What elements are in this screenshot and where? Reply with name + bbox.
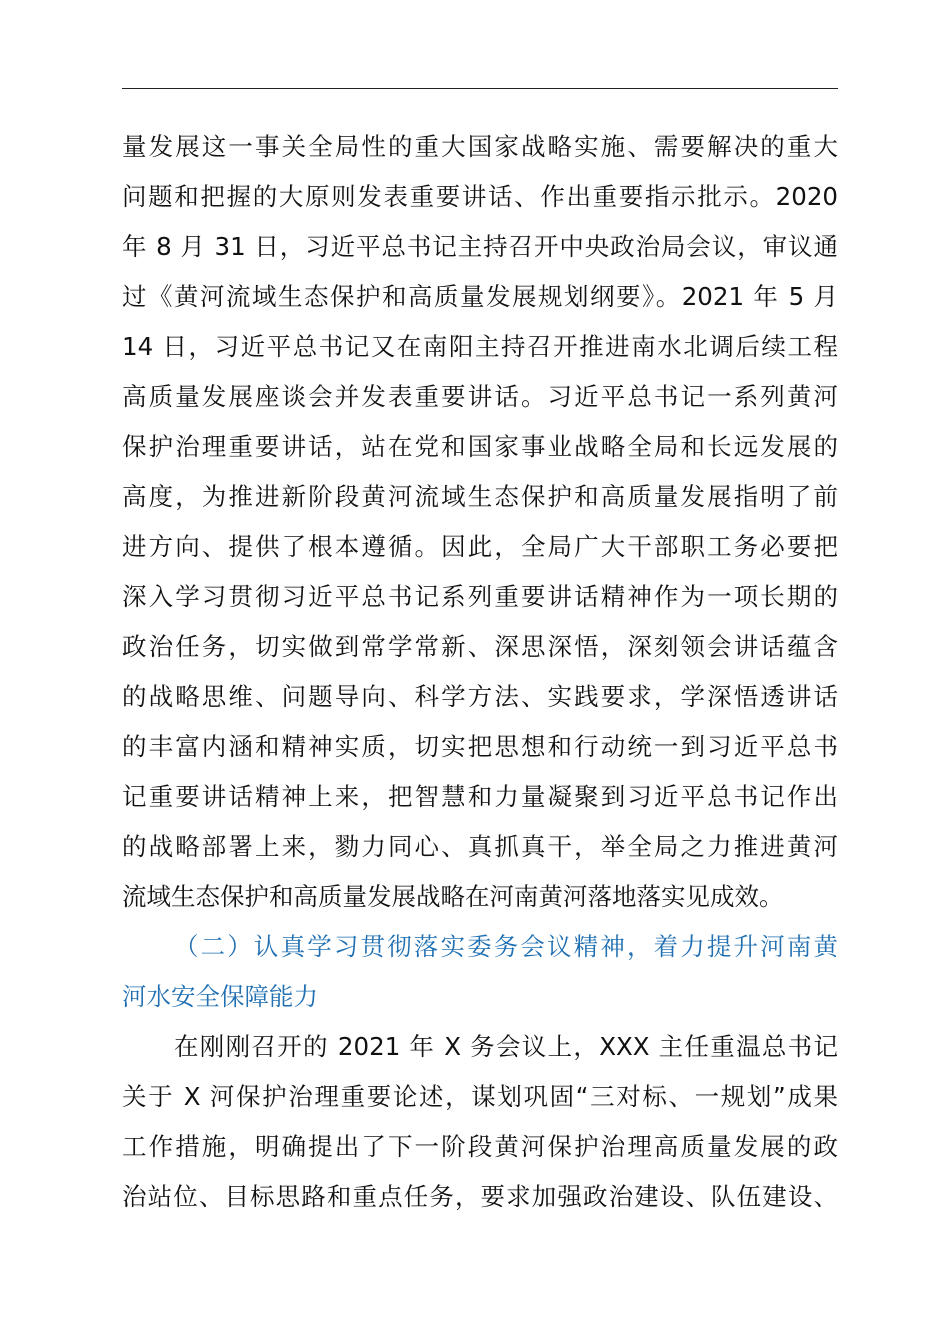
paragraph-line: 政治任务，切实做到常学常新、深思深悟，深刻领会讲话蕴含 — [122, 632, 838, 661]
paragraph-line: 年 8 月 31 日，习近平总书记主持召开中央政治局会议，审议通 — [122, 232, 838, 261]
paragraph-line: 过《黄河流域生态保护和高质量发展规划纲要》。2021 年 5 月 — [122, 282, 838, 311]
paragraph-line: 进方向、提供了根本遵循。因此，全局广大干部职工务必要把 — [122, 532, 838, 561]
paragraph-line: 在刚刚召开的 2021 年 X 务会议上，XXX 主任重温总书记 — [174, 1032, 838, 1061]
paragraph-line: 关于 X 河保护治理重要论述，谋划巩固“三对标、一规划”成果 — [122, 1082, 838, 1111]
paragraph-line: 记重要讲话精神上来，把智慧和力量凝聚到习近平总书记作出 — [122, 782, 838, 811]
paragraph-line: 的战略思维、问题导向、科学方法、实践要求，学深悟透讲话 — [122, 682, 838, 711]
paragraph-line: 深入学习贯彻习近平总书记系列重要讲话精神作为一项长期的 — [122, 582, 838, 611]
paragraph-line: 保护治理重要讲话，站在党和国家事业战略全局和长远发展的 — [122, 432, 838, 461]
paragraph-line: 高度，为推进新阶段黄河流域生态保护和高质量发展指明了前 — [122, 482, 838, 511]
paragraph-line: 工作措施，明确提出了下一阶段黄河保护治理高质量发展的政 — [122, 1132, 838, 1161]
paragraph-line: 14 日，习近平总书记又在南阳主持召开推进南水北调后续工程 — [122, 332, 838, 361]
paragraph-line: 的丰富内涵和精神实质，切实把思想和行动统一到习近平总书 — [122, 732, 838, 761]
paragraph-line: 高质量发展座谈会并发表重要讲话。习近平总书记一系列黄河 — [122, 382, 838, 411]
paragraph-line: 的战略部署上来，勠力同心、真抓真干，举全局之力推进黄河 — [122, 832, 838, 861]
paragraph-line: 流域生态保护和高质量发展战略在河南黄河落地落实见成效。 — [122, 882, 784, 911]
paragraph-line: 量发展这一事关全局性的重大国家战略实施、需要解决的重大 — [122, 132, 838, 161]
header-rule — [122, 88, 838, 89]
paragraph-line: 治站位、目标思路和重点任务，要求加强政治建设、队伍建设、 — [122, 1182, 838, 1211]
section-heading — [122, 922, 838, 1022]
document-body — [122, 122, 838, 1222]
paragraph-line: 问题和把握的大原则发表重要讲话、作出重要指示批示。2020 — [122, 182, 838, 211]
paragraph-2 — [122, 1022, 838, 1222]
paragraph-1 — [122, 122, 838, 922]
heading-line: 河水安全保障能力 — [122, 982, 318, 1011]
heading-line: （二）认真学习贯彻落实委务会议精神，着力提升河南黄 — [174, 932, 838, 961]
